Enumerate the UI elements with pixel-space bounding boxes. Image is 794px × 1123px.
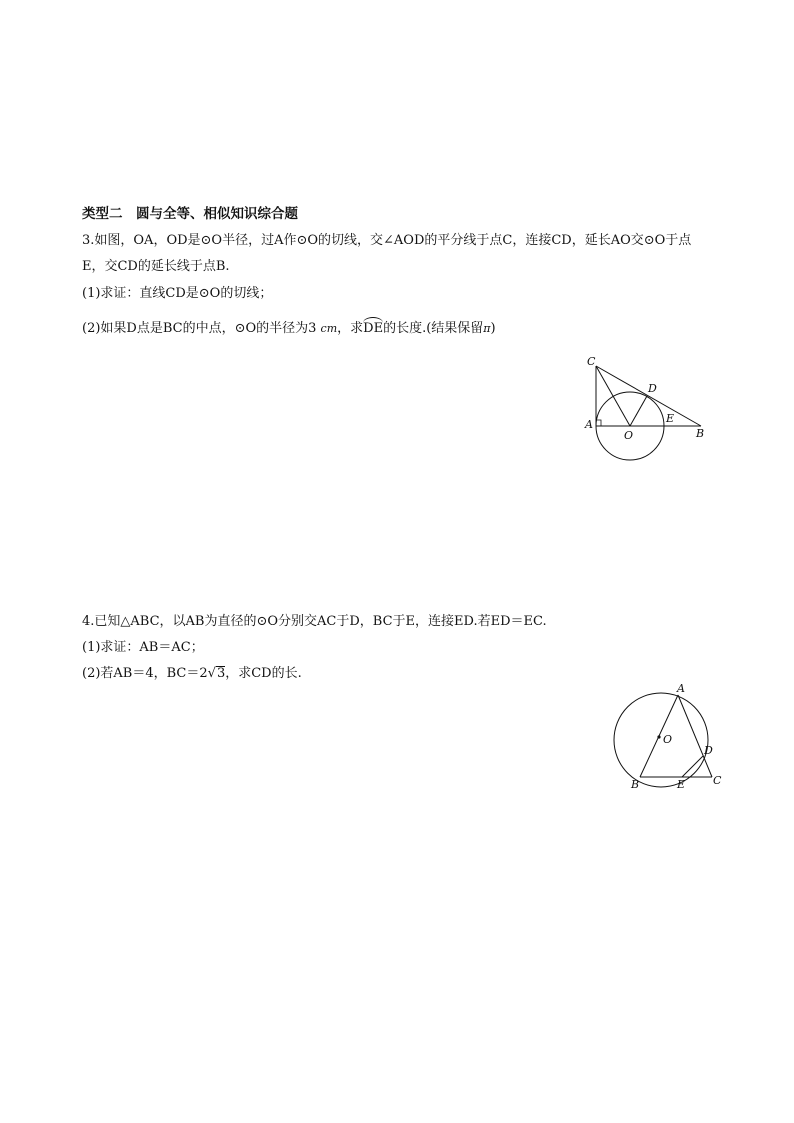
q4-circle-o: [614, 693, 708, 787]
q3-label-o: O: [624, 429, 634, 442]
q3-part-2-text-a: (2)如果D点是BC的中点，⊙O的半径为3: [82, 321, 321, 336]
q4-label-a: A: [677, 682, 685, 695]
q3-label-d: D: [648, 382, 657, 395]
q3-unit-cm: cm: [320, 322, 338, 335]
q3-segment-od: [630, 396, 647, 426]
q3-segment-co: [596, 366, 630, 426]
q3-part-2-text-b: ，求: [337, 321, 364, 336]
q3-label-a: A: [585, 418, 593, 431]
q3-part-2-text-c: 的长度.(结果保留: [383, 321, 484, 336]
q3-part-1: (1)求证：直线CD是⊙O的切线；: [82, 286, 273, 301]
q4-label-o: O: [663, 733, 673, 746]
q3-pi-symbol: π: [483, 322, 491, 335]
q4-center-dot: [657, 735, 660, 738]
q4-part-2: [82, 665, 302, 683]
q3-figure: [578, 350, 718, 465]
q4-label-d: D: [704, 744, 713, 757]
q4-label-e: E: [677, 778, 686, 791]
q3-part-2: [82, 320, 496, 338]
q3-text-line-2: E，交CD的延长线于点B.: [82, 259, 230, 274]
q3-text-line-1: 3.如图，OA，OD是⊙O半径，过A作⊙O的切线，交∠AOD的平分线于点C，连接CD，延长AO交⊙O于点: [82, 233, 692, 248]
q3-segment-cb: [596, 366, 701, 426]
q4-figure: [606, 680, 726, 795]
q4-label-b: B: [631, 778, 640, 791]
section-heading: 类型二 圆与全等、相似知识综合题: [82, 206, 298, 222]
q4-part-2-text-a: (2)若AB＝4，BC＝2: [82, 666, 208, 681]
q4-label-c: C: [713, 774, 722, 787]
q4-text-line-1: 4.已知△ABC，以AB为直径的⊙O分别交AC于D，BC于E，连接ED.若ED＝EC.: [82, 614, 547, 629]
q3-part-2-text-d: ): [490, 321, 496, 336]
q4-sqrt-radicand: 3: [216, 666, 226, 681]
q4-sqrt-sign: √: [207, 666, 216, 681]
q4-part-1: (1)求证：AB＝AC；: [82, 640, 204, 655]
q3-label-c: C: [587, 355, 596, 368]
q3-label-b: B: [696, 427, 705, 440]
q4-part-2-text-b: ，求CD的长.: [225, 666, 302, 681]
q3-arc-de: DE: [363, 321, 384, 336]
q3-label-e: E: [666, 412, 675, 425]
